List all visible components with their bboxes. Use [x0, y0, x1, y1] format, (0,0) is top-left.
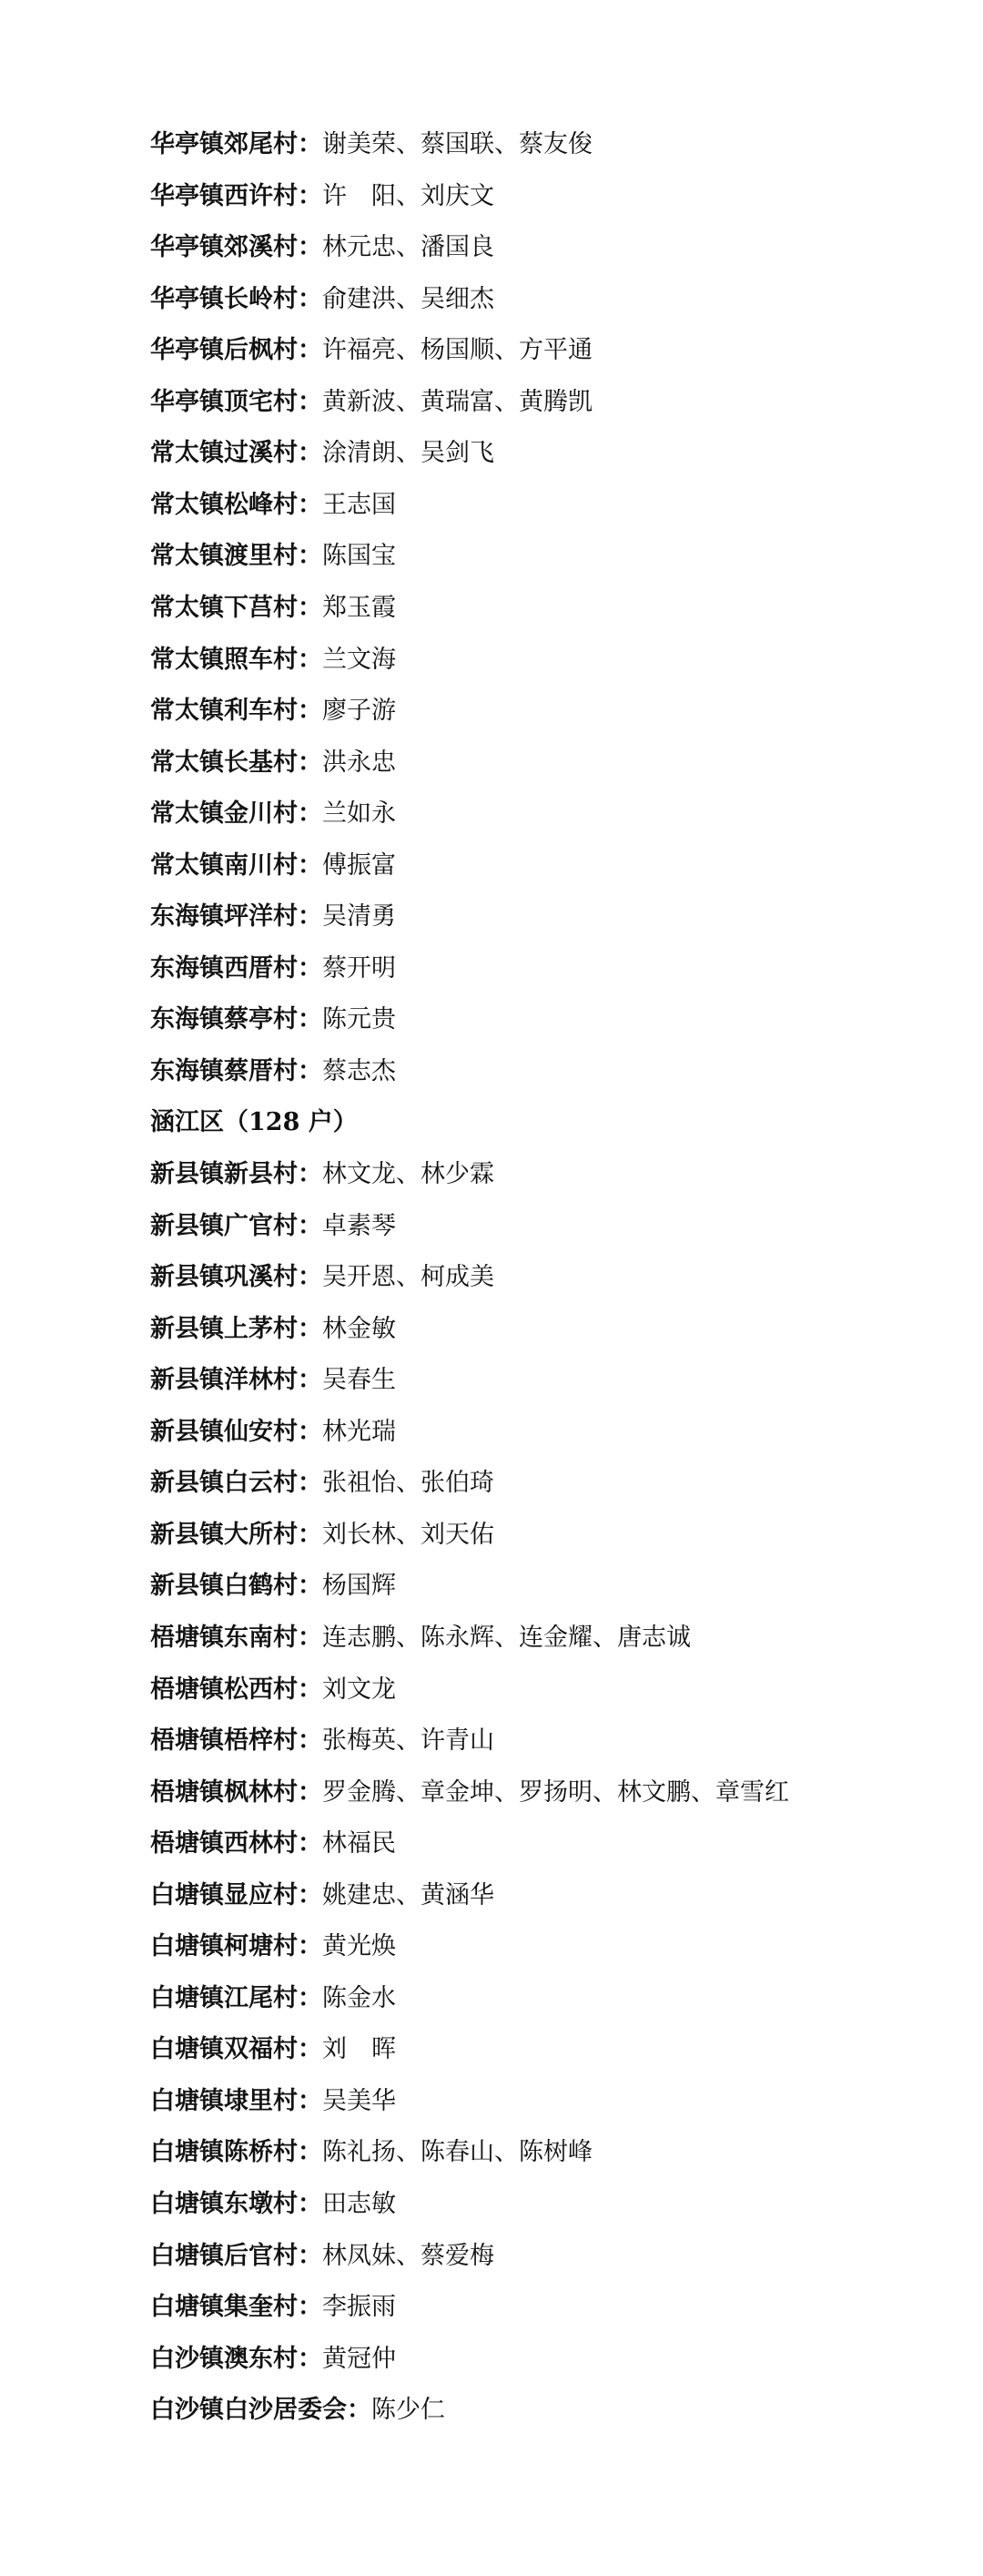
household-names: 谢美荣、蔡国联、蔡友俊 — [322, 130, 593, 158]
village-label: 新县镇上茅村： — [150, 1314, 322, 1343]
list-item — [150, 2080, 947, 2123]
list-item — [150, 2337, 947, 2381]
household-names: 吴开恩、柯成美 — [322, 1263, 494, 1292]
village-label: 东海镇蔡厝村： — [150, 1056, 322, 1085]
household-names: 张祖怡、张伯琦 — [322, 1469, 494, 1498]
household-names: 黄冠仲 — [322, 2344, 396, 2373]
village-label: 常太镇金川村： — [150, 799, 322, 829]
village-label: 白塘镇双福村： — [150, 2035, 322, 2064]
village-label: 白沙镇白沙居委会： — [150, 2396, 371, 2425]
household-names: 刘 晖 — [322, 2035, 396, 2064]
household-names: 兰如永 — [322, 799, 396, 829]
list-item — [150, 2028, 947, 2072]
village-label: 白塘镇柯塘村： — [150, 1932, 322, 1961]
list-item — [150, 1359, 947, 1402]
village-label: 梧塘镇枫林村： — [150, 1777, 322, 1807]
village-label: 常太镇照车村： — [150, 645, 322, 674]
village-label: 常太镇渡里村： — [150, 542, 322, 571]
village-label: 新县镇广官村： — [150, 1211, 322, 1240]
village-label: 梧塘镇松西村： — [150, 1675, 322, 1704]
village-label: 常太镇南川村： — [150, 850, 322, 880]
household-names: 吴春生 — [322, 1366, 396, 1395]
list-item — [150, 741, 947, 785]
list-item — [150, 329, 947, 372]
list-item — [150, 1668, 947, 1712]
list-item — [150, 689, 947, 733]
household-names: 黄新波、黄瑞富、黄腾凯 — [322, 387, 593, 416]
list-item — [150, 1410, 947, 1454]
list-item — [150, 1616, 947, 1660]
list-item — [150, 1822, 947, 1866]
village-label: 华亭镇郊溪村： — [150, 233, 322, 262]
household-names: 姚建忠、黄涵华 — [322, 1880, 494, 1909]
household-names: 林福民 — [322, 1829, 396, 1858]
village-label: 新县镇新县村： — [150, 1160, 322, 1188]
household-names: 罗金腾、章金坤、罗扬明、林文鹏、章雪红 — [322, 1777, 789, 1807]
list-item — [150, 586, 947, 630]
list-item — [150, 484, 947, 527]
village-label: 新县镇巩溪村： — [150, 1263, 322, 1292]
village-label: 常太镇长基村： — [150, 748, 322, 777]
list-item — [150, 1564, 947, 1608]
list-item — [150, 2388, 947, 2432]
village-label: 梧塘镇梧梓村： — [150, 1726, 322, 1756]
village-label: 新县镇仙安村： — [150, 1417, 322, 1446]
list-item — [150, 278, 947, 321]
village-label: 新县镇白鹤村： — [150, 1572, 322, 1601]
list-item — [150, 1205, 947, 1248]
household-names: 陈礼扬、陈春山、陈树峰 — [322, 2138, 593, 2167]
household-names: 蔡志杰 — [322, 1056, 396, 1085]
household-names: 吴清勇 — [322, 902, 396, 932]
village-label: 华亭镇顶宅村： — [150, 387, 322, 416]
household-names: 陈国宝 — [322, 542, 396, 571]
village-label: 梧塘镇西林村： — [150, 1829, 322, 1858]
household-names: 林金敏 — [322, 1314, 396, 1343]
village-label: 常太镇下莒村： — [150, 593, 322, 622]
village-label: 常太镇过溪村： — [150, 439, 322, 468]
household-names: 许 阳、刘庆文 — [322, 181, 494, 210]
list-item — [150, 1771, 947, 1815]
village-label: 白塘镇江尾村： — [150, 1983, 322, 2012]
list-item — [150, 844, 947, 888]
village-label: 白塘镇集奎村： — [150, 2293, 322, 2322]
household-names: 林元忠、潘国良 — [322, 233, 494, 262]
list-item — [150, 381, 947, 424]
village-label: 常太镇利车村： — [150, 697, 322, 726]
household-names: 郑玉霞 — [322, 593, 396, 622]
list-item — [150, 998, 947, 1042]
list-item — [150, 1308, 947, 1351]
list-item — [150, 226, 947, 270]
household-names: 陈少仁 — [371, 2396, 445, 2425]
household-names: 涂清朗、吴剑飞 — [322, 439, 494, 468]
household-names: 张梅英、许青山 — [322, 1726, 494, 1756]
village-label: 东海镇蔡亭村： — [150, 1005, 322, 1034]
household-names: 俞建洪、吴细杰 — [322, 284, 494, 313]
village-label: 东海镇西厝村： — [150, 953, 322, 983]
household-names: 林光瑞 — [322, 1417, 396, 1446]
village-label: 梧塘镇东南村： — [150, 1623, 322, 1652]
household-names: 黄光焕 — [322, 1932, 396, 1961]
household-names: 田志敏 — [322, 2190, 396, 2218]
list-item — [150, 2131, 947, 2174]
household-names: 刘长林、刘天佑 — [322, 1520, 494, 1549]
village-label: 白塘镇显应村： — [150, 1880, 322, 1909]
village-label: 华亭镇郊尾村： — [150, 130, 322, 158]
village-label: 新县镇白云村： — [150, 1469, 322, 1498]
district-heading: 涵江区（128 户） — [150, 1108, 358, 1137]
village-label: 白沙镇澳东村： — [150, 2344, 322, 2373]
list-item — [150, 1050, 947, 1094]
household-names: 吴美华 — [322, 2086, 396, 2115]
village-label: 白塘镇陈桥村： — [150, 2138, 322, 2167]
list-item — [150, 947, 947, 991]
list-item — [150, 638, 947, 682]
list-item — [150, 1874, 947, 1918]
list-item — [150, 2286, 947, 2329]
village-label: 东海镇坪洋村： — [150, 902, 322, 932]
list-item — [150, 1719, 947, 1763]
list-item — [150, 2183, 947, 2226]
household-names: 兰文海 — [322, 645, 396, 674]
list-item — [150, 2235, 947, 2278]
household-names: 王志国 — [322, 490, 396, 519]
village-label: 华亭镇长岭村： — [150, 284, 322, 313]
list-item — [150, 432, 947, 475]
list-item — [150, 1153, 947, 1196]
household-names: 杨国辉 — [322, 1572, 396, 1601]
household-names: 卓素琴 — [322, 1211, 396, 1240]
list-item — [150, 1256, 947, 1299]
village-label: 白塘镇后官村： — [150, 2241, 322, 2270]
list-item — [150, 1925, 947, 1969]
section-heading — [150, 1101, 947, 1145]
village-label: 白塘镇东墩村： — [150, 2190, 322, 2218]
list-item — [150, 123, 947, 167]
household-names: 刘文龙 — [322, 1675, 396, 1704]
household-names: 李振雨 — [322, 2293, 396, 2322]
village-label: 华亭镇西许村： — [150, 181, 322, 210]
household-names: 蔡开明 — [322, 953, 396, 983]
household-names: 洪永忠 — [322, 748, 396, 777]
household-names: 傅振富 — [322, 850, 396, 880]
list-item — [150, 1977, 947, 2021]
household-names: 林文龙、林少霖 — [322, 1160, 494, 1188]
household-names: 许福亮、杨国顺、方平通 — [322, 336, 593, 365]
list-item — [150, 535, 947, 578]
village-label: 白塘镇埭里村： — [150, 2086, 322, 2115]
list-item — [150, 1513, 947, 1557]
household-names: 廖子游 — [322, 697, 396, 726]
household-names: 陈元贵 — [322, 1005, 396, 1034]
household-names: 陈金水 — [322, 1983, 396, 2012]
village-label: 新县镇大所村： — [150, 1520, 322, 1549]
list-item — [150, 792, 947, 836]
list-item — [150, 895, 947, 939]
household-names: 林凤妹、蔡爱梅 — [322, 2241, 494, 2270]
village-label: 新县镇洋林村： — [150, 1366, 322, 1395]
household-names: 连志鹏、陈永辉、连金耀、唐志诚 — [322, 1623, 691, 1652]
village-label: 常太镇松峰村： — [150, 490, 322, 519]
list-item — [150, 1461, 947, 1505]
list-item — [150, 175, 947, 219]
village-label: 华亭镇后枫村： — [150, 336, 322, 365]
